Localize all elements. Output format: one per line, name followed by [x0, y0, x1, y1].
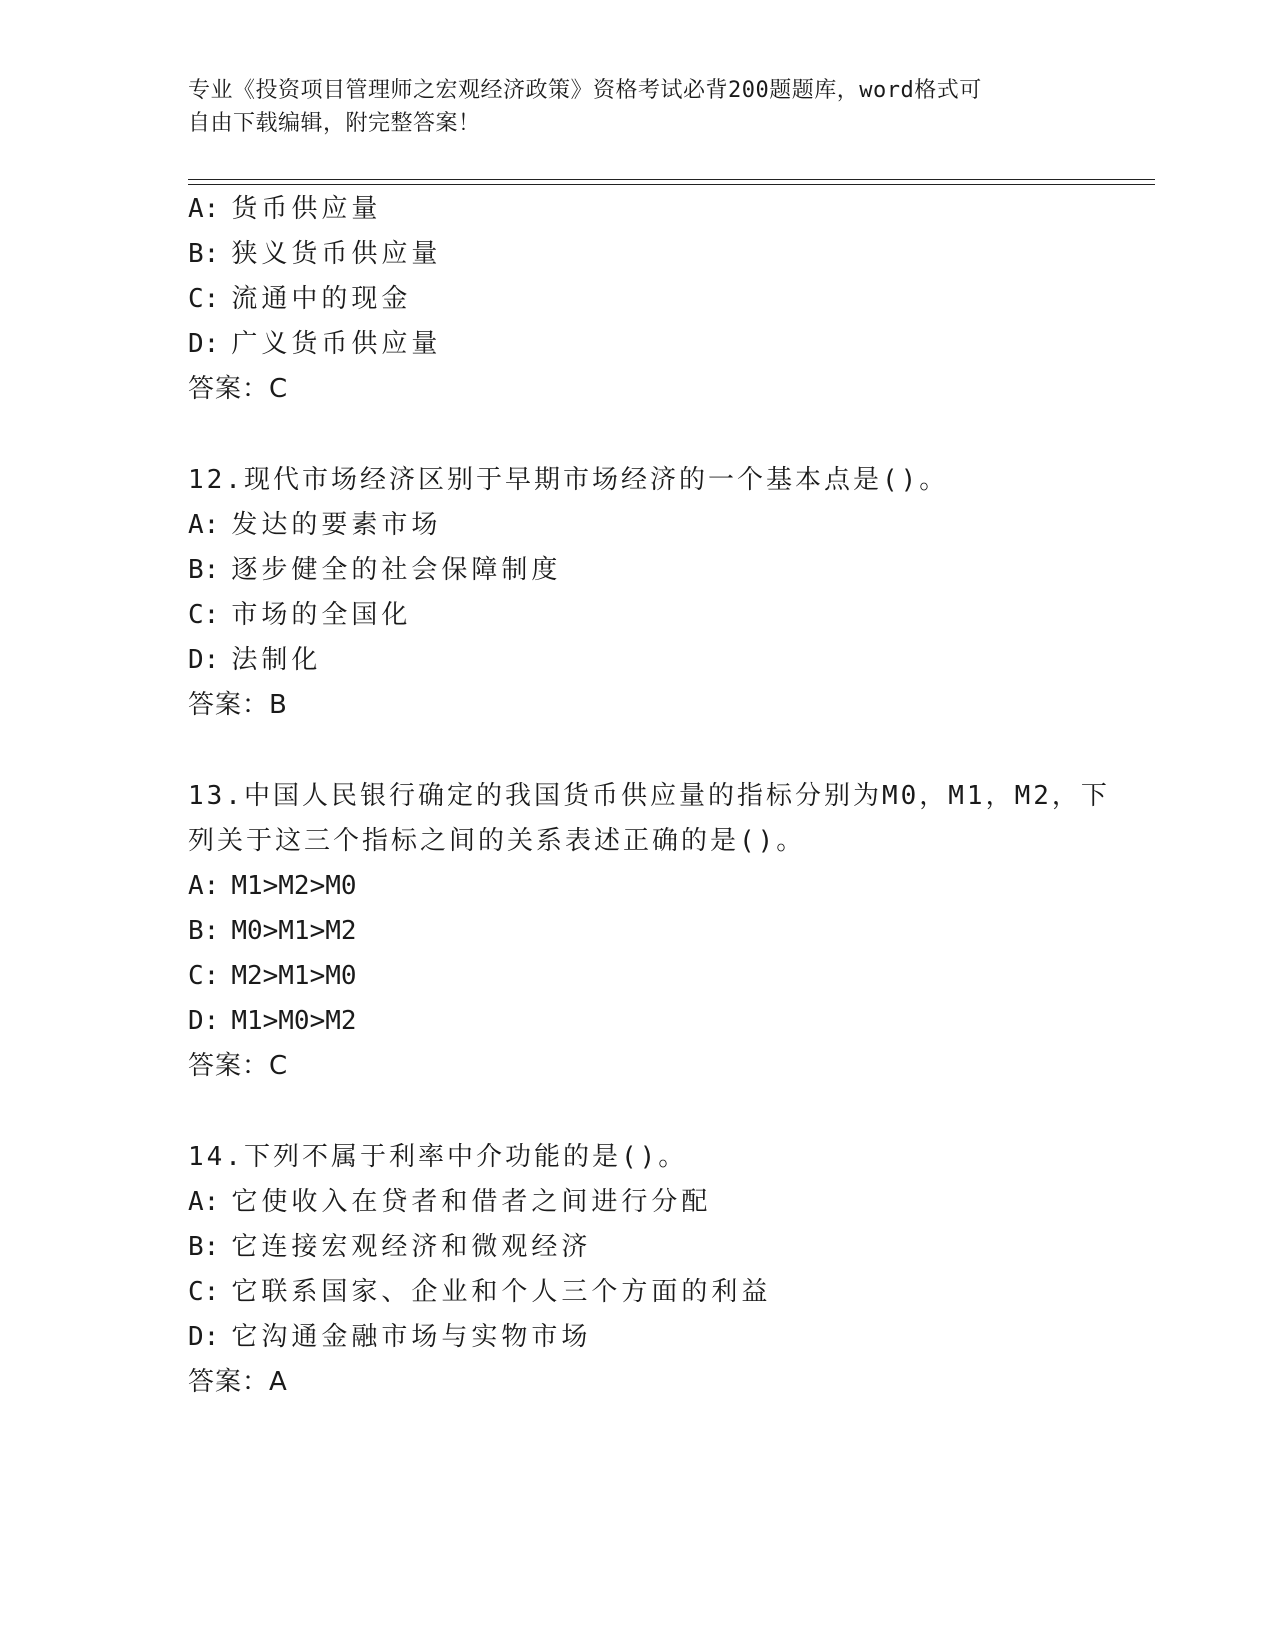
option-letter: B: — [188, 239, 220, 269]
option-text: 发达的要素市场 — [231, 510, 442, 540]
option-text: 广义货币供应量 — [231, 329, 442, 359]
header-divider-bottom — [188, 184, 1155, 185]
option-text: 市场的全国化 — [231, 600, 412, 630]
option-text: 它联系国家、企业和个人三个方面的利益 — [231, 1277, 772, 1307]
option-c — [188, 1275, 771, 1309]
option-letter: B: — [188, 555, 220, 585]
option-letter: C: — [188, 1277, 220, 1307]
option-d — [188, 1320, 591, 1354]
option-d — [188, 643, 321, 677]
option-c — [188, 282, 411, 316]
option-d — [188, 1004, 357, 1038]
option-letter: B: — [188, 916, 220, 946]
question-stem: 12.现代市场经济区别于早期市场经济的一个基本点是()。 — [188, 465, 949, 495]
answer-line: 答案：C — [188, 374, 289, 404]
header-line-2: 自由下载编辑，附完整答案！ — [188, 111, 481, 136]
option-text: M0>M1>M2 — [231, 916, 357, 946]
option-text: 法制化 — [231, 645, 322, 675]
option-letter: D: — [188, 1006, 220, 1036]
option-d — [188, 327, 441, 361]
question-stem-continued: 列关于这三个指标之间的关系表述正确的是()。 — [188, 826, 806, 856]
option-text: M2>M1>M0 — [231, 961, 357, 991]
option-letter: A: — [188, 194, 220, 224]
option-letter: D: — [188, 1322, 220, 1352]
option-a — [188, 869, 357, 903]
header-divider-top — [188, 179, 1155, 180]
option-letter: D: — [188, 645, 220, 675]
option-text: M1>M2>M0 — [231, 871, 357, 901]
header-line-1: 专业《投资项目管理师之宏观经济政策》资格考试必背200题题库，word格式可 — [188, 78, 982, 103]
option-letter: D: — [188, 329, 220, 359]
option-c — [188, 959, 357, 993]
option-letter: C: — [188, 600, 220, 630]
option-text: 它沟通金融市场与实物市场 — [231, 1322, 592, 1352]
option-letter: C: — [188, 961, 220, 991]
option-c — [188, 598, 411, 632]
option-text: 货币供应量 — [231, 194, 382, 224]
option-text: 狭义货币供应量 — [231, 239, 442, 269]
option-letter: A: — [188, 871, 220, 901]
question-stem: 14.下列不属于利率中介功能的是()。 — [188, 1142, 688, 1172]
option-text: 它连接宏观经济和微观经济 — [231, 1232, 592, 1262]
answer-line: 答案：B — [188, 690, 288, 720]
option-letter: A: — [188, 1187, 220, 1217]
option-letter: B: — [188, 1232, 220, 1262]
page-header — [188, 74, 1088, 140]
option-letter: A: — [188, 510, 220, 540]
answer-line: 答案：A — [188, 1367, 288, 1397]
option-b — [188, 237, 441, 271]
option-b — [188, 553, 561, 587]
option-b — [188, 1230, 591, 1264]
option-text: 流通中的现金 — [231, 284, 412, 314]
option-a — [188, 1185, 711, 1219]
option-b — [188, 914, 357, 948]
option-text: 逐步健全的社会保障制度 — [231, 555, 562, 585]
answer-line: 答案：C — [188, 1051, 289, 1081]
option-a — [188, 192, 381, 226]
option-text: 它使收入在贷者和借者之间进行分配 — [231, 1187, 712, 1217]
option-letter: C: — [188, 284, 220, 314]
question-stem: 13.中国人民银行确定的我国货币供应量的指标分别为M0，M1，M2，下 — [188, 781, 1110, 811]
option-a — [188, 508, 441, 542]
option-text: M1>M0>M2 — [231, 1006, 357, 1036]
